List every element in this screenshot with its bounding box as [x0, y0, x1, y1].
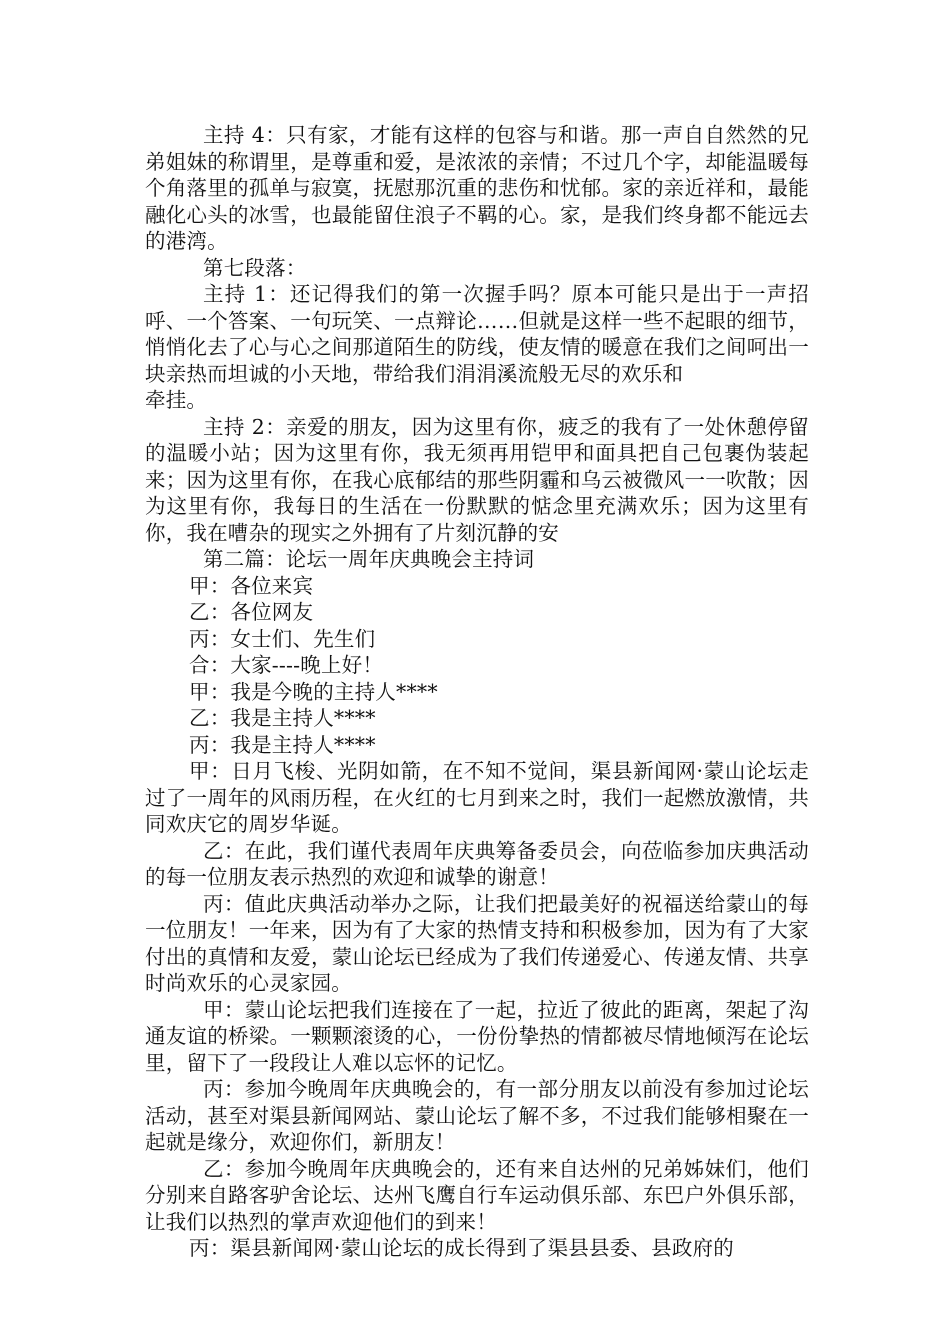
- paragraph-bing-5: 丙：渠县新闻网·蒙山论坛的成长得到了渠县县委、县政府的: [189, 1236, 734, 1260]
- section-heading-seven: 第七段落：: [203, 255, 307, 280]
- paragraph-bing-4: 丙：参加今晚周年庆典晚会的，有一部分朋友以前没有参加过论坛活动，甚至对渠县新闻网站、蒙山论坛了解不多，不过我们能够相聚在一起就是缘分，欢迎你们，新朋友！: [145, 1077, 809, 1154]
- paragraph-host2: 主持 2：亲爱的朋友，因为这里有你，疲乏的我有了一处休憩停留的温暖小站；因为这里有你，我无须再用铠甲和面具把自己包裹伪装起来；因为这里有你，在我心底郁结的那些阴霾和乌云被微风一一吹散；因为这里有你，我每日的生活在一份默默的惦念里充满欢乐；因为这里有你，我在嘈杂的现实之外拥有了片刻沉静的安: [145, 414, 809, 545]
- paragraph-host1-continued: 牵挂。: [145, 388, 208, 412]
- line-jia-2: 甲：我是今晚的主持人****: [189, 679, 438, 704]
- line-bing-1: 丙：女士们、先生们: [189, 626, 376, 651]
- line-yi-1: 乙：各位网友: [189, 600, 314, 624]
- line-bing-2: 丙：我是主持人****: [189, 732, 376, 757]
- paragraph-bing-3: 丙：值此庆典活动举办之际，让我们把最美好的祝福送给蒙山的每一位朋友！一年来，因为有了大家的热情支持和积极参加，因为有了大家付出的真情和友爱，蒙山论坛已经成为了我们传递爱心、传递友情、共享时尚欢乐的心灵家园。: [145, 891, 809, 995]
- line-jia-1: 甲：各位来宾: [189, 573, 314, 598]
- article-two-title: 第二篇：论坛一周年庆典晚会主持词: [203, 547, 535, 571]
- line-yi-2: 乙：我是主持人****: [189, 706, 376, 730]
- paragraph-host4-closing: 主持 4：只有家，才能有这样的包容与和谐。那一声自自然然的兄弟姐妹的称谓里，是尊重和爱，是浓浓的亲情；不过几个字，却能温暖每个角落里的孤单与寂寞，抚慰那沉重的悲伤和忧郁。家的亲近祥和，最能融化心头的冰雪，也最能留住浪子不羁的心。家，是我们终身都不能远去的港湾。: [145, 123, 809, 253]
- paragraph-yi-4: 乙：参加今晚周年庆典晚会的，还有来自达州的兄弟姊妹们，他们分别来自路客驴舍论坛、达州飞鹰自行车运动俱乐部、东巴户外俱乐部，让我们以热烈的掌声欢迎他们的到来！: [145, 1156, 809, 1234]
- document-body: [145, 122, 809, 1262]
- paragraph-yi-3: 乙：在此，我们谨代表周年庆典筹备委员会，向莅临参加庆典活动的每一位朋友表示热烈的欢迎和诚挚的谢意！: [145, 838, 809, 889]
- paragraph-host1: 主持 1：还记得我们的第一次握手吗？原本可能只是出于一声招呼、一个答案、一句玩笑、一点辩论……但就是这样一些不起眼的细节，悄悄化去了心与心之间那道陌生的防线，使友情的暖意在我们之间呵出一块亲热而坦诚的小天地，带给我们涓涓溪流般无尽的欢乐和: [145, 282, 809, 386]
- line-he-1: 合：大家----晚上好！: [189, 653, 384, 677]
- paragraph-jia-4: 甲：蒙山论坛把我们连接在了一起，拉近了彼此的距离，架起了沟通友谊的桥梁。一颗颗滚烫的心，一份份挚热的情都被尽情地倾泻在论坛里，留下了一段段让人难以忘怀的记忆。: [145, 997, 809, 1075]
- paragraph-jia-3: 甲：日月飞梭、光阴如箭，在不知不觉间，渠县新闻网·蒙山论坛走过了一周年的风雨历程，在火红的七月到来之时，我们一起燃放激情，共同欢庆它的周岁华诞。: [145, 759, 809, 836]
